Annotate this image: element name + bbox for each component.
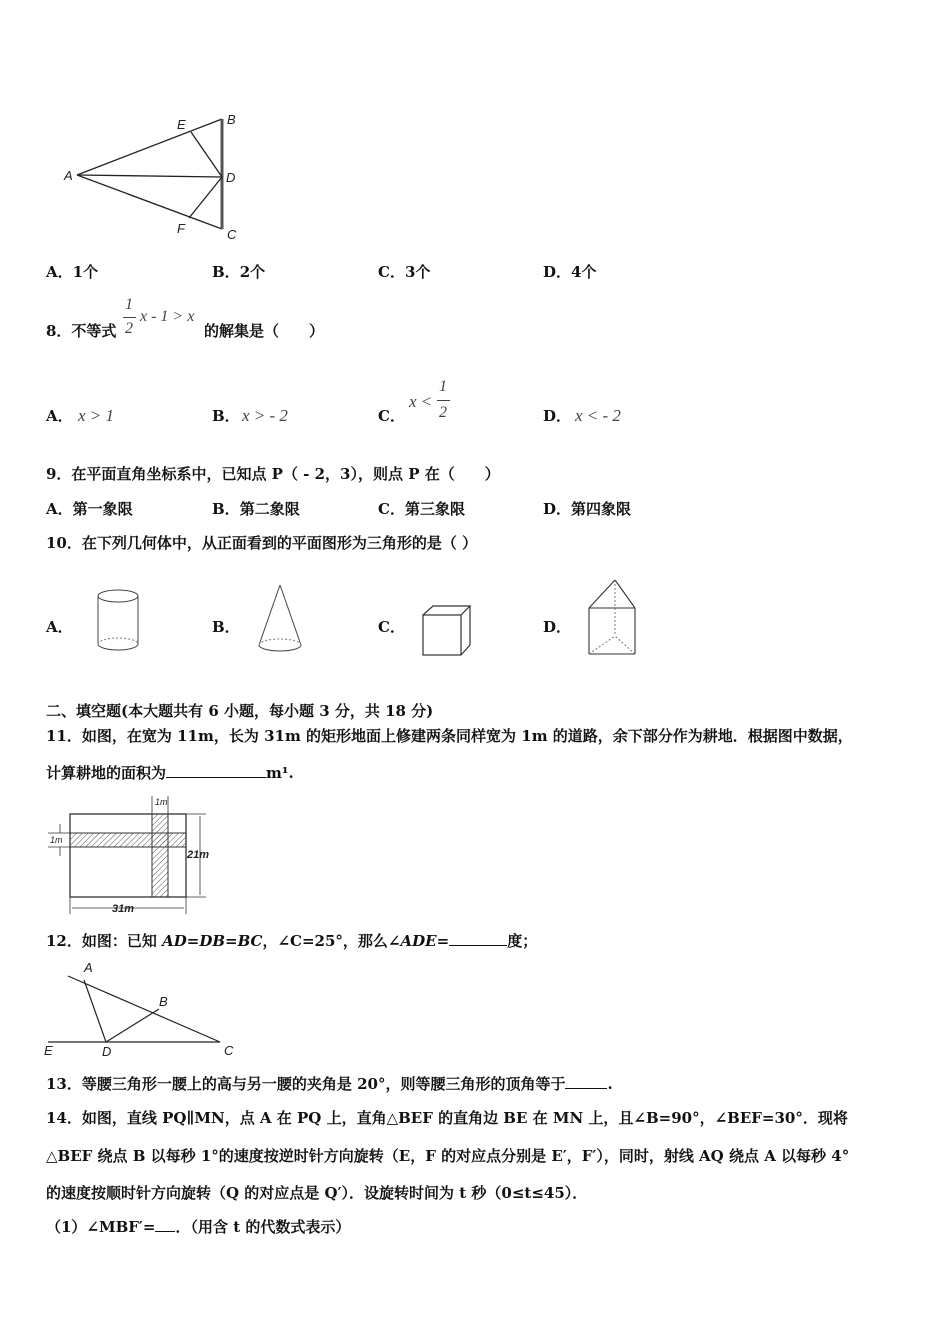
- label-f: F: [177, 221, 185, 236]
- q9-option-d[interactable]: D．第四象限: [543, 500, 632, 518]
- q10-option-b[interactable]: B．: [212, 618, 240, 636]
- triangle-figure: [42, 958, 252, 1060]
- label-c: C: [224, 1043, 234, 1058]
- q8-suffix: 的解集是（ ）: [204, 322, 325, 340]
- cube-shape: [421, 603, 473, 659]
- q9-option-a[interactable]: A．第一象限: [46, 500, 133, 518]
- q14-line2: △BEF 绕点 B 以每秒 1°的速度按逆时针方向旋转（E，F 的对应点分别是 E′，F′），同时，射线 AQ 绕点 A 以每秒 4°: [46, 1147, 850, 1165]
- kite-figure: [55, 105, 255, 245]
- q7-option-a[interactable]: A．1个: [46, 263, 99, 281]
- cone-shape: [256, 583, 306, 657]
- q8-prefix: 8．不等式: [46, 322, 117, 340]
- q9-option-b[interactable]: B．第二象限: [212, 500, 300, 518]
- q12-stem: 12．如图：已知 AD=DB=BC，∠C=25°，那么∠ADE= 度；: [46, 932, 538, 950]
- q9-option-c[interactable]: C．第三象限: [378, 500, 465, 518]
- left-width-label: 1m: [50, 835, 63, 845]
- label-a: A: [64, 168, 73, 183]
- q8-option-c-bar: [437, 400, 450, 401]
- top-width-label: 1m: [155, 797, 168, 807]
- label-d: D: [102, 1044, 112, 1059]
- q7-option-d[interactable]: D．4个: [543, 263, 597, 281]
- label-e: E: [44, 1043, 53, 1058]
- label-d: D: [226, 170, 236, 185]
- q8-option-a-math: x > 1: [78, 406, 115, 425]
- label-b: B: [227, 112, 236, 127]
- length-label: 31m: [112, 903, 135, 915]
- height-label: 21m: [187, 849, 210, 861]
- q14-answer-blank[interactable]: [155, 1217, 175, 1232]
- label-c: C: [227, 227, 237, 242]
- q11-line2: 计算耕地的面积为 m¹.: [46, 764, 294, 782]
- q8-option-d-letter[interactable]: D．: [543, 407, 572, 425]
- q8-option-b-letter[interactable]: B．: [212, 407, 240, 425]
- q8-option-c-math: x <: [409, 392, 433, 411]
- q8-frac-bar: [123, 317, 136, 318]
- cylinder-shape: [96, 588, 144, 656]
- q10-option-a[interactable]: A．: [46, 618, 73, 636]
- q10-option-d[interactable]: D．: [543, 618, 572, 636]
- q8-option-d-math: x < - 2: [575, 406, 621, 425]
- q9-stem: 9．在平面直角坐标系中，已知点 P（ - 2，3），则点 P 在（ ）: [46, 465, 500, 483]
- q12-answer-blank[interactable]: [449, 931, 507, 946]
- q8-option-c-letter[interactable]: C．: [378, 407, 405, 425]
- q11-answer-blank[interactable]: [166, 763, 266, 778]
- label-a: A: [84, 960, 93, 975]
- q11-line1: 11．如图，在宽为 11m，长为 31m 的矩形地面上修建两条同样宽为 1m 的道路，余下部分作为耕地．根据图中数据，: [46, 727, 853, 745]
- q8-option-b-math: x > - 2: [242, 406, 288, 425]
- q14-line3: 的速度按顺时针方向旋转（Q 的对应点是 Q′）．设旋转时间为 t 秒（0≤t≤45）．: [46, 1184, 588, 1202]
- q7-option-b[interactable]: B．2个: [212, 263, 266, 281]
- q8-frac-den: 2: [125, 320, 133, 337]
- q8-expression: x - 1 > x: [140, 308, 195, 325]
- label-e: E: [177, 117, 186, 132]
- section-heading: 二、填空题(本大题共有 6 小题，每小题 3 分，共 18 分): [46, 702, 434, 720]
- q14-line1: 14．如图，直线 PQ∥MN，点 A 在 PQ 上，直角△BEF 的直角边 BE 在 MN 上，且∠B=90°，∠BEF=30°．现将: [46, 1109, 848, 1127]
- q10-option-c[interactable]: C．: [378, 618, 405, 636]
- q8-frac-num: 1: [125, 296, 133, 313]
- q13-answer-blank[interactable]: [565, 1074, 607, 1089]
- q8-option-a-letter[interactable]: A．: [46, 407, 73, 425]
- q8-option-c-num: 1: [439, 378, 447, 395]
- q7-option-c[interactable]: C．3个: [378, 263, 431, 281]
- field-road-figure: [44, 792, 224, 917]
- label-b: B: [159, 994, 168, 1009]
- q14-sub1: （1）∠MBF′= ．（用含 t 的代数式表示）: [46, 1218, 351, 1236]
- q8-option-c-den: 2: [439, 404, 447, 421]
- q13-stem: 13．等腰三角形一腰上的高与另一腰的夹角是 20°，则等腰三角形的顶角等于 .: [46, 1075, 613, 1093]
- triangular-prism-shape: [585, 578, 639, 658]
- q10-stem: 10．在下列几何体中，从正面看到的平面图形为三角形的是（ ）: [46, 534, 478, 552]
